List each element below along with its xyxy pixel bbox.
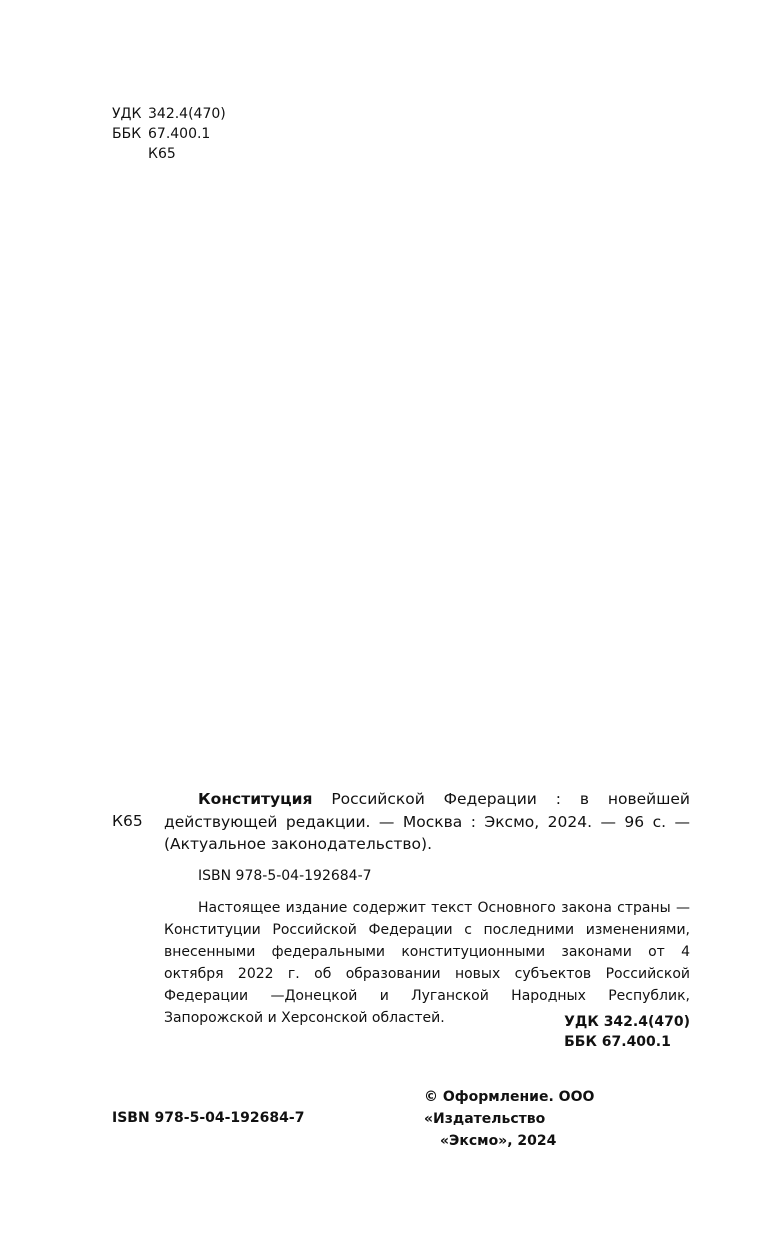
entry-text <box>164 788 690 856</box>
author-mark-top: К65 <box>148 146 176 162</box>
annotation <box>164 897 690 1029</box>
bbk-label: ББК <box>112 126 142 142</box>
isbn-top: ISBN 978-5-04-192684-7 <box>198 868 372 884</box>
udk-row <box>112 104 226 124</box>
udk-bottom: УДК 342.4(470) <box>564 1014 690 1030</box>
copyright <box>424 1086 694 1152</box>
author-mark: К65 <box>112 812 143 830</box>
bbk-row <box>112 124 226 144</box>
bbk-bottom: ББК 67.400.1 <box>564 1034 671 1050</box>
isbn-bottom: ISBN 978-5-04-192684-7 <box>112 1110 305 1126</box>
bbk-value: 67.400.1 <box>148 126 211 142</box>
bibliographic-entry <box>164 788 690 856</box>
udk-value: 342.4(470) <box>148 106 226 122</box>
annotation-text: Настоящее издание содержит текст Основного закона страны — Конституции Российской Федерации с последними изменениями, внесенными федеральными конституционными законами от 4 октября 2022 г. об образовании новых субъектов Российской Федерации —Донецкой и Луганской Народных Республик, Запорожской и Херсонской областей. <box>164 900 690 1026</box>
entry-title: Конституция <box>198 790 313 808</box>
catalog-codes-bottom <box>564 1012 690 1052</box>
copyright-line-1: © Оформление. ООО «Издательство <box>424 1089 595 1127</box>
entry-rest: Российской Федерации : в новейшей действующей редакции. — Москва : Эксмо, 2024. — 96 с. — (Актуальное законодательство). <box>164 790 690 853</box>
catalog-codes-top <box>112 104 226 164</box>
udk-label: УДК <box>112 106 142 122</box>
copyright-line-2: «Эксмо», 2024 <box>440 1133 557 1149</box>
